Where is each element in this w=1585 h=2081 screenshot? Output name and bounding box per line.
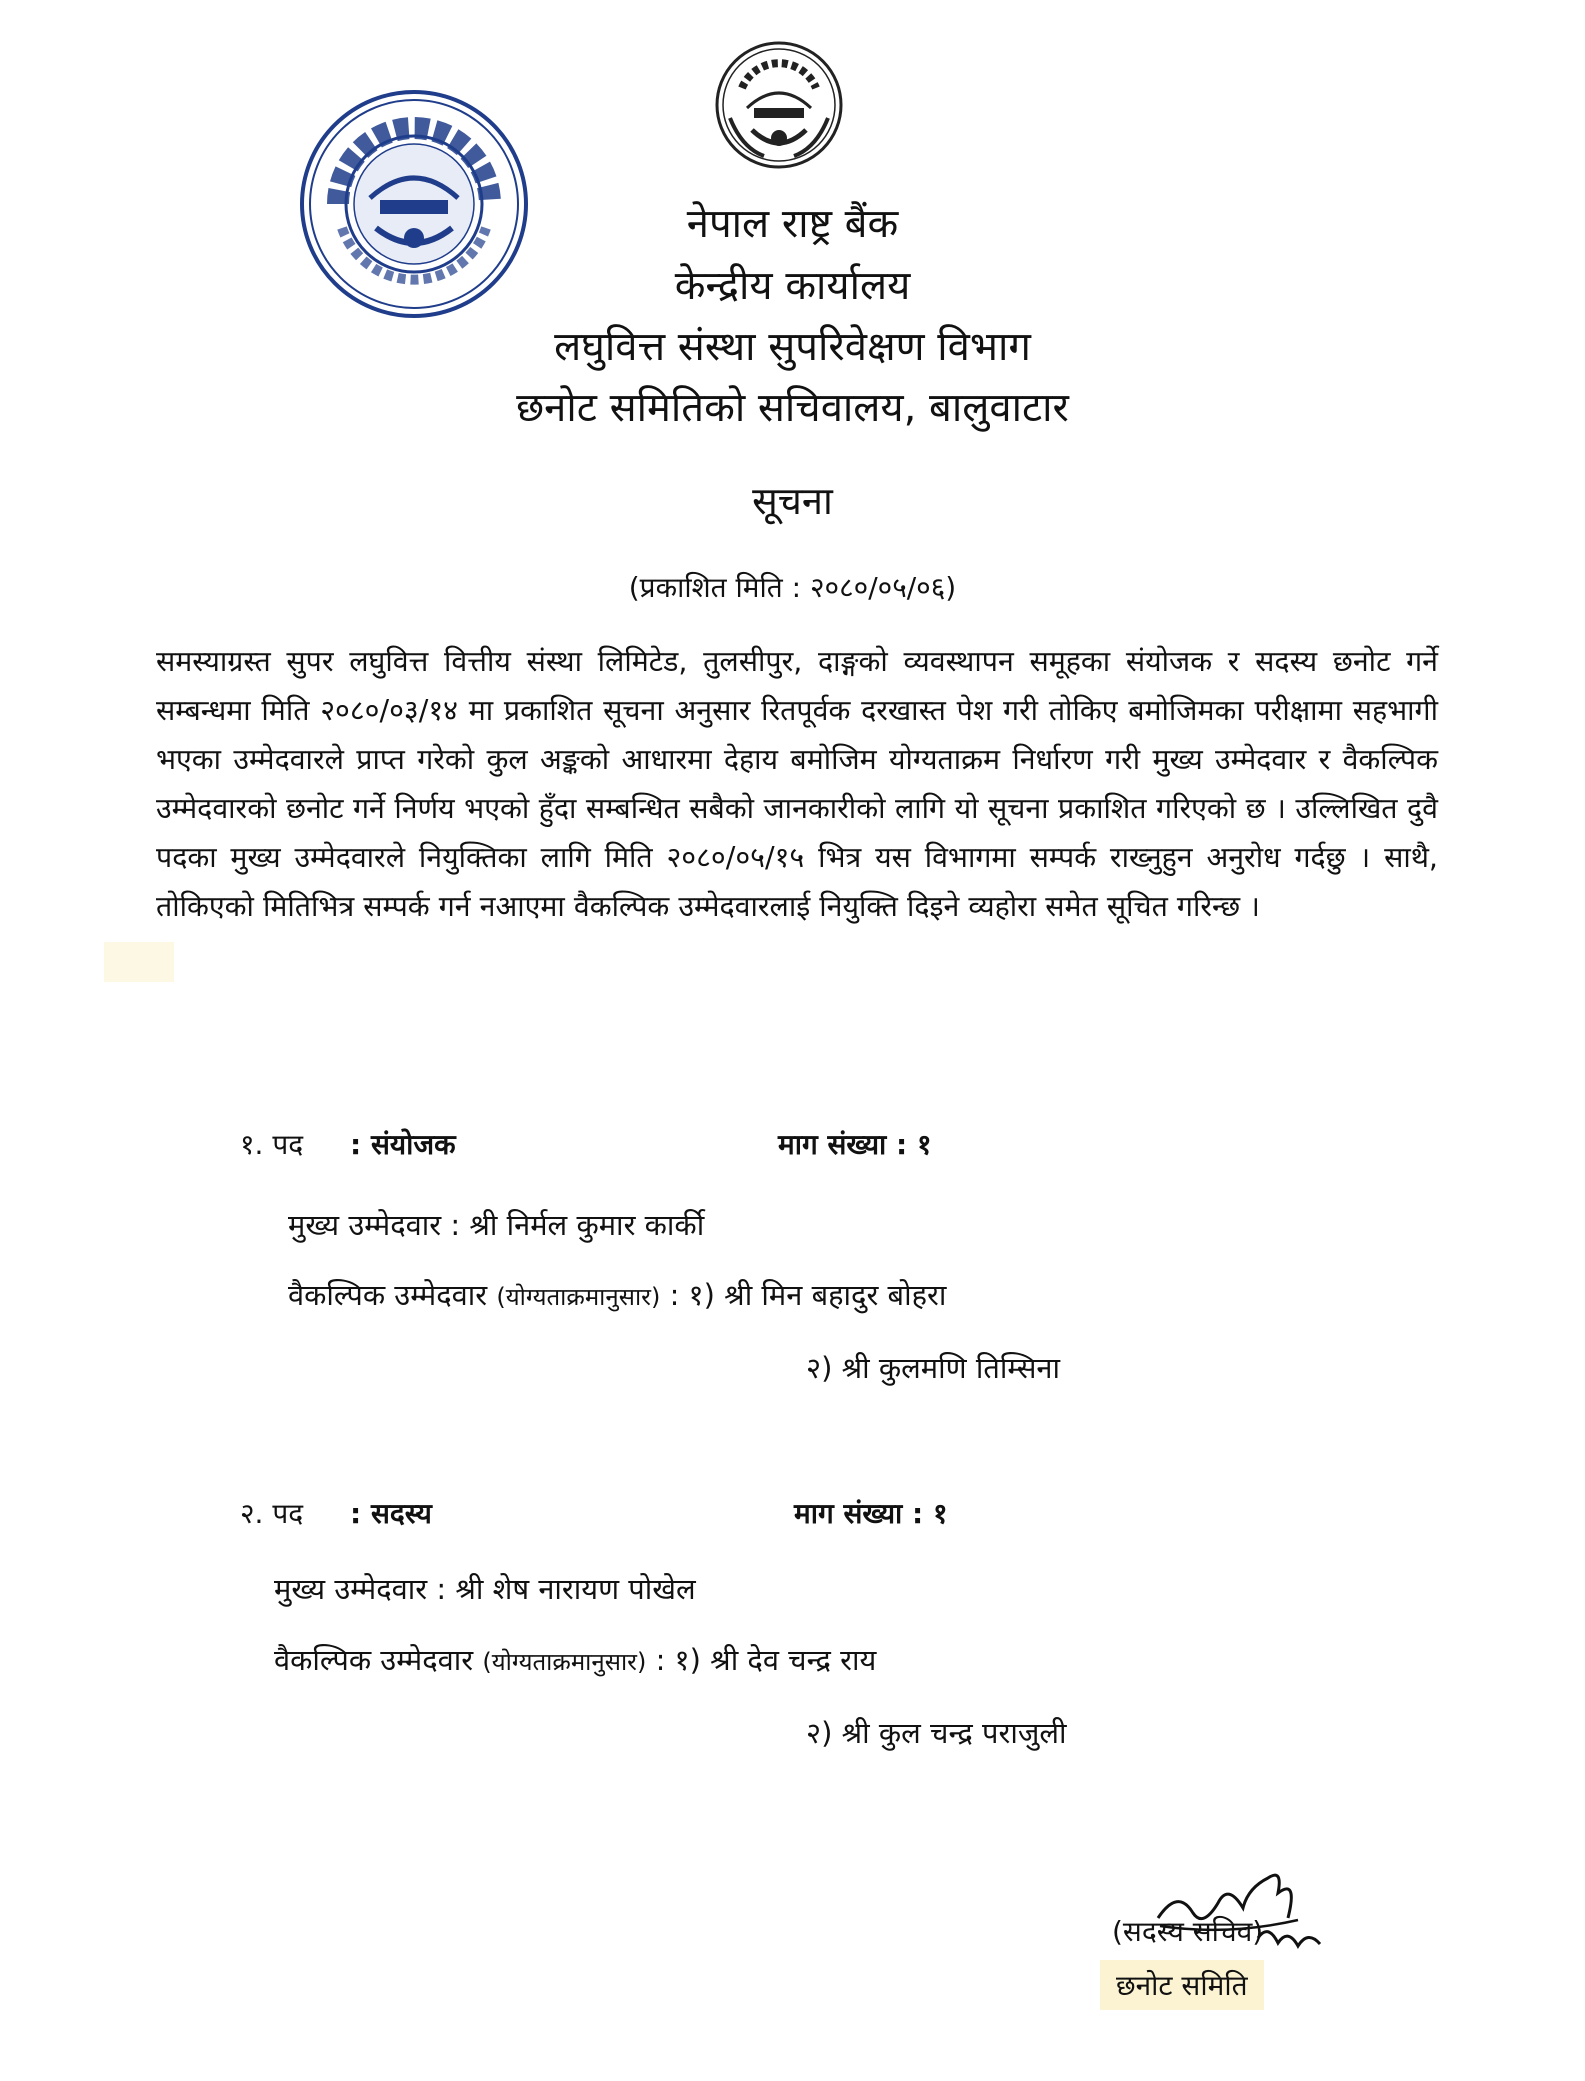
- post-2-main-candidate: मुख्य उम्मेदवार : श्री शेष नारायण पोखेल: [274, 1572, 696, 1606]
- margin-highlight: [104, 942, 174, 982]
- bank-emblem-icon: [712, 38, 846, 172]
- handwritten-signature: [1148, 1848, 1338, 1968]
- post-1-alt-candidate-2: २) श्री कुलमणि तिम्सिना: [806, 1351, 1061, 1385]
- office-name: केन्द्रीय कार्यालय: [674, 263, 911, 309]
- signatory-committee: छनोट समिति: [1100, 1960, 1264, 2010]
- post-1-alternate-candidates: [288, 1275, 946, 1314]
- notice-body: समस्याग्रस्त सुपर लघुवित्त वित्तीय संस्था लिमिटेड, तुलसीपुर, दाङ्गको व्यवस्थापन समूहका संयोजक र सदस्य छनोट गर्ने सम्बन्धमा मिति २०८०/०३/१४ मा प्रकाशित सूचना अनुसार रितपूर्वक दरखास्त पेश गरी तोकिए बमोजिमका परीक्षामा सहभागी भएका उम्मेदवारले प्राप्त गरेको कुल अङ्कको आधारमा देहाय बमोजिम योग्यताक्रम निर्धारण गरी मुख्य उम्मेदवार र वैकल्पिक उम्मेदवारको छनोट गर्ने निर्णय भएको हुँदा सम्बन्धित सबैको जानकारीको लागि यो सूचना प्रकाशित गरिएको छ । उल्लिखित दुवै पदका मुख्य उम्मेदवारले नियुक्तिका लागि मिति २०८०/०५/१५ भित्र यस विभागमा सम्पर्क राख्नुहुन अनुरोध गर्दछु । साथै, तोकिएको मितिभित्र सम्पर्क गर्न नआएमा वैकल्पिक उम्मेदवारलाई नियुक्ति दिइने व्यहोरा समेत सूचित गरिन्छ ।: [156, 645, 1438, 923]
- post-1-main-candidate: मुख्य उम्मेदवार : श्री निर्मल कुमार कार्की: [288, 1208, 705, 1242]
- signatory-role: (सदस्य सचिव): [1112, 1915, 1264, 1948]
- department-name: लघुवित्त संस्था सुपरिवेक्षण विभाग: [554, 324, 1031, 370]
- secretariat-name: छनोट समितिको सचिवालय, बालुवाटार: [516, 385, 1069, 431]
- post-1-demand: माग संख्या : १: [778, 1128, 932, 1161]
- post-label: २. पद: [240, 1497, 304, 1530]
- alt-candidate-1: : १) श्री मिन बहादुर बोहरा: [669, 1278, 947, 1312]
- published-date: (प्रकाशित मिति : २०८०/०५/०६): [628, 571, 957, 604]
- alt-candidate-1: : १) श्री देव चन्द्र राय: [655, 1643, 877, 1677]
- post-name: : संयोजक: [350, 1128, 456, 1161]
- post-name: : सदस्य: [350, 1497, 432, 1530]
- post-label: १. पद: [240, 1128, 304, 1161]
- alt-prefix: वैकल्पिक उम्मेदवार: [274, 1643, 474, 1677]
- post-2-demand: माग संख्या : १: [794, 1497, 948, 1530]
- post-2-alt-candidate-2: २) श्री कुल चन्द्र पराजुली: [806, 1716, 1067, 1750]
- post-1-heading: [240, 1125, 456, 1163]
- alt-prefix: वैकल्पिक उम्मेदवार: [288, 1278, 488, 1312]
- post-2-heading: [240, 1494, 432, 1532]
- alt-note: (योग्यताक्रमानुसार): [482, 1648, 647, 1676]
- post-2-alternate-candidates: [274, 1640, 876, 1679]
- alt-note: (योग्यताक्रमानुसार): [496, 1283, 661, 1311]
- bank-name: नेपाल राष्ट्र बैंक: [686, 201, 899, 247]
- notice-title: सूचना: [752, 479, 833, 523]
